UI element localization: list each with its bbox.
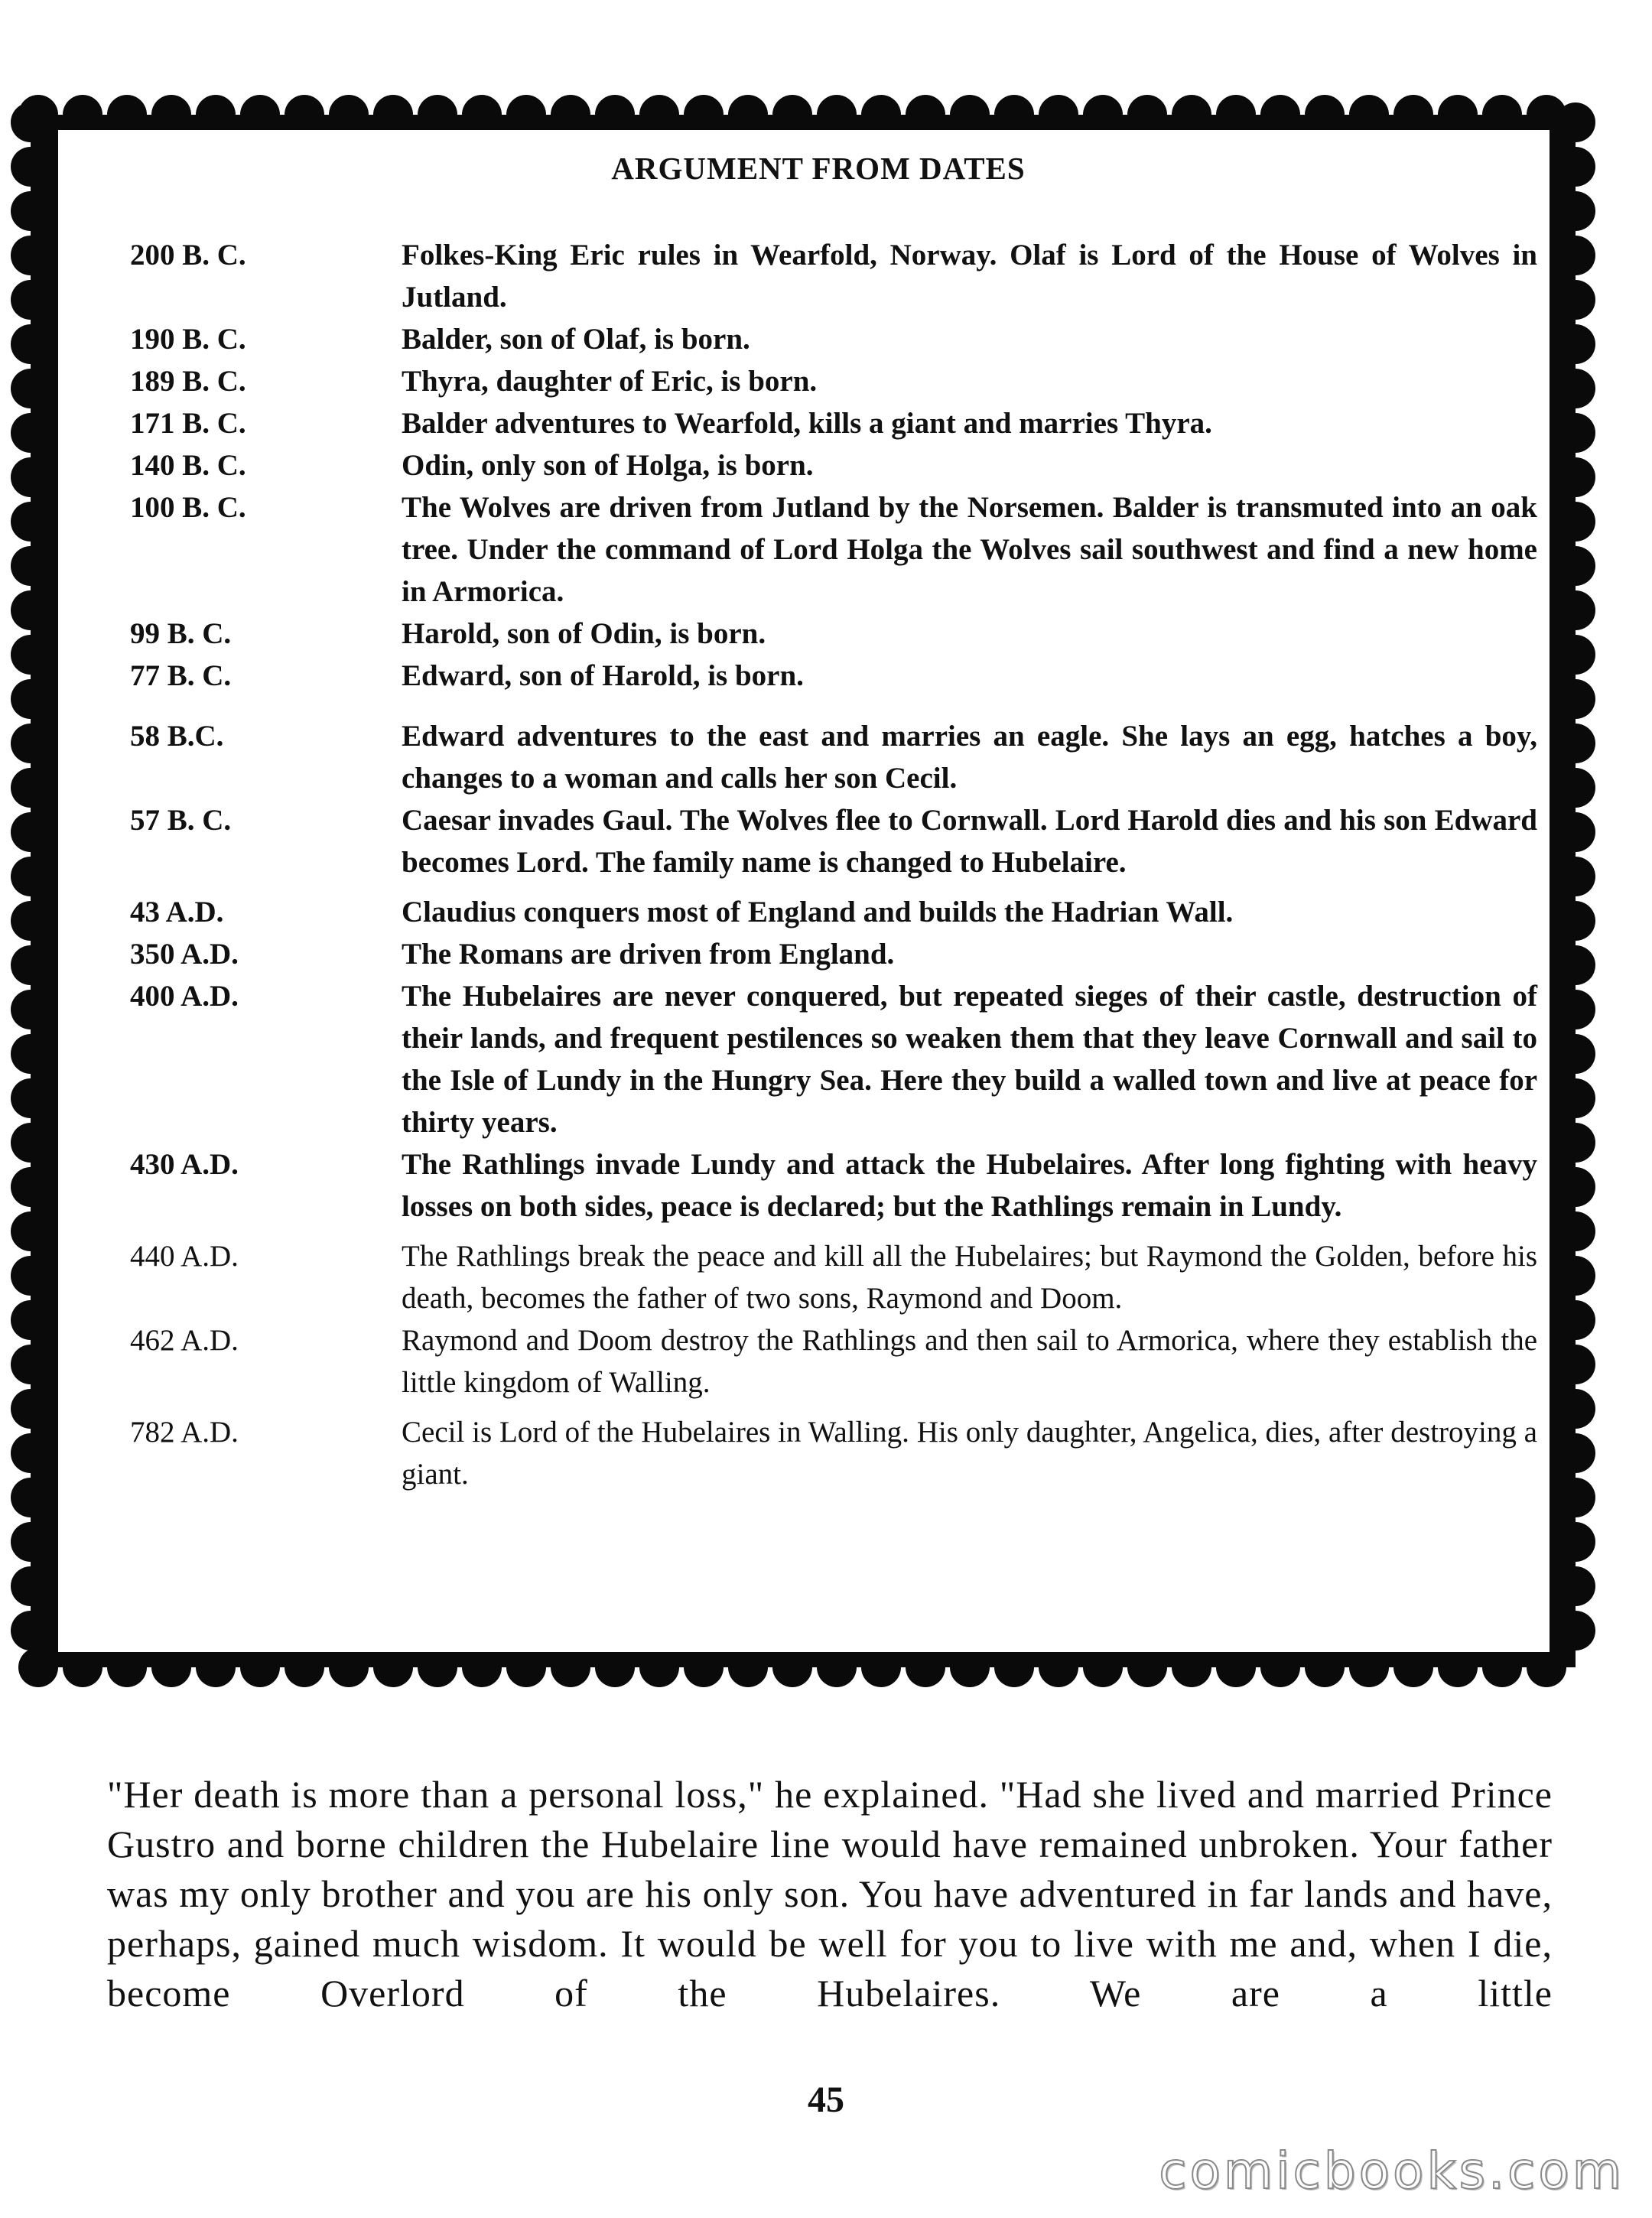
entry-text: The Romans are driven from England. [402, 938, 895, 971]
entry-text: Claudius conquers most of England and builds the Hadrian Wall. [402, 896, 1234, 929]
entry-date: 140 B. C. [130, 449, 246, 482]
timeline-entry [115, 1411, 1537, 1495]
entry-text: Balder, son of Olaf, is born. [402, 323, 750, 356]
timeline-entry [115, 318, 1537, 360]
entry-date: 400 A.D. [130, 980, 239, 1013]
entry-date: 189 B. C. [130, 365, 246, 398]
entry-date: 99 B. C. [130, 617, 232, 650]
timeline-entry [115, 486, 1537, 613]
entry-date: 782 A.D. [130, 1416, 239, 1449]
entry-text: Caesar invades Gaul. The Wolves flee to Cornwall. Lord Harold dies and his son Edward becomes Lord. The family name is changed to Hubelaire. [402, 804, 1537, 879]
entry-date: 171 B. C. [130, 407, 246, 440]
entry-date: 58 B.C. [130, 720, 224, 753]
entry-date: 200 B. C. [130, 239, 246, 272]
entry-date: 57 B. C. [130, 804, 232, 837]
entry-text: The Rathlings invade Lundy and attack the Hubelaires. After long fighting with heavy losses on both sides, peace is declared; but the Rathlings remain in Lundy. [402, 1148, 1537, 1223]
entry-text: Thyra, daughter of Eric, is born. [402, 365, 818, 398]
entry-text: Balder adventures to Wearfold, kills a giant and marries Thyra. [402, 407, 1212, 440]
timeline-entry [115, 891, 1537, 933]
site-watermark: comicbooks.com [1159, 2142, 1624, 2200]
entry-date: 440 A.D. [130, 1240, 239, 1273]
timeline-entry [115, 360, 1537, 402]
timeline-entry [115, 402, 1537, 444]
entry-date: 43 A.D. [130, 896, 224, 929]
timeline-entry [115, 799, 1537, 883]
entry-date: 430 A.D. [130, 1148, 239, 1181]
timeline-entry [115, 1319, 1537, 1403]
entry-text: The Wolves are driven from Jutland by the Norsemen. Balder is transmuted into an oak tree. Under the command of Lord Holga the Wolves sail southwest and find a new home in Armorica. [402, 491, 1537, 608]
timeline-entry [115, 613, 1537, 655]
body-paragraph: "Her death is more than a personal loss," he explained. "Had she lived and married Prince Gustro and borne children the Hubelaire line would have remained unbroken. Your father was my only brother and you are his only son. You have adventured in far lands and have, perhaps, gained much wisdom. It would be well for you to live with me and, when I die, become Overlord of the Hubelaires. We are a little [107, 1773, 1553, 2015]
entry-date: 350 A.D. [130, 938, 239, 971]
entry-text: Edward, son of Harold, is born. [402, 659, 804, 692]
entry-date: 462 A.D. [130, 1324, 239, 1357]
entry-text: The Rathlings break the peace and kill all the Hubelaires; but Raymond the Golden, before his death, becomes the father of two sons, Raymond and Doom. [402, 1240, 1537, 1315]
entry-text: The Hubelaires are never conquered, but repeated sieges of their castle, destruction of their lands, and frequent pestilences so weaken them that they leave Cornwall and sail to the Isle of Lundy in the Hungry Sea. Here they build a walled town and live at peace for thirty years. [402, 980, 1537, 1139]
timeline-entry [115, 444, 1537, 486]
entry-date: 190 B. C. [130, 323, 246, 356]
timeline-entry [115, 715, 1537, 799]
timeline-entry [115, 655, 1537, 697]
entry-text: Folkes-King Eric rules in Wearfold, Norway. Olaf is Lord of the House of Wolves in Jutland. [402, 239, 1537, 314]
timeline-entry [115, 975, 1537, 1143]
entry-text: Odin, only son of Holga, is born. [402, 449, 814, 482]
entry-text: Edward adventures to the east and marries an eagle. She lays an egg, hatches a boy, changes to a woman and calls her son Cecil. [402, 720, 1537, 795]
page-number: 45 [808, 2080, 844, 2120]
timeline-entry [115, 234, 1537, 318]
entry-text: Cecil is Lord of the Hubelaires in Walling. His only daughter, Angelica, dies, after destroying a giant. [402, 1416, 1537, 1491]
box-title: ARGUMENT FROM DATES [611, 151, 1026, 186]
timeline-entry [115, 933, 1537, 975]
entry-text: Harold, son of Odin, is born. [402, 617, 766, 650]
timeline-list [115, 234, 1537, 1495]
entry-date: 77 B. C. [130, 659, 232, 692]
entry-date: 100 B. C. [130, 491, 246, 524]
timeline-entry [115, 1235, 1537, 1319]
timeline-entry [115, 1143, 1537, 1228]
entry-text: Raymond and Doom destroy the Rathlings and then sail to Armorica, where they establish the little kingdom of Walling. [402, 1324, 1537, 1399]
